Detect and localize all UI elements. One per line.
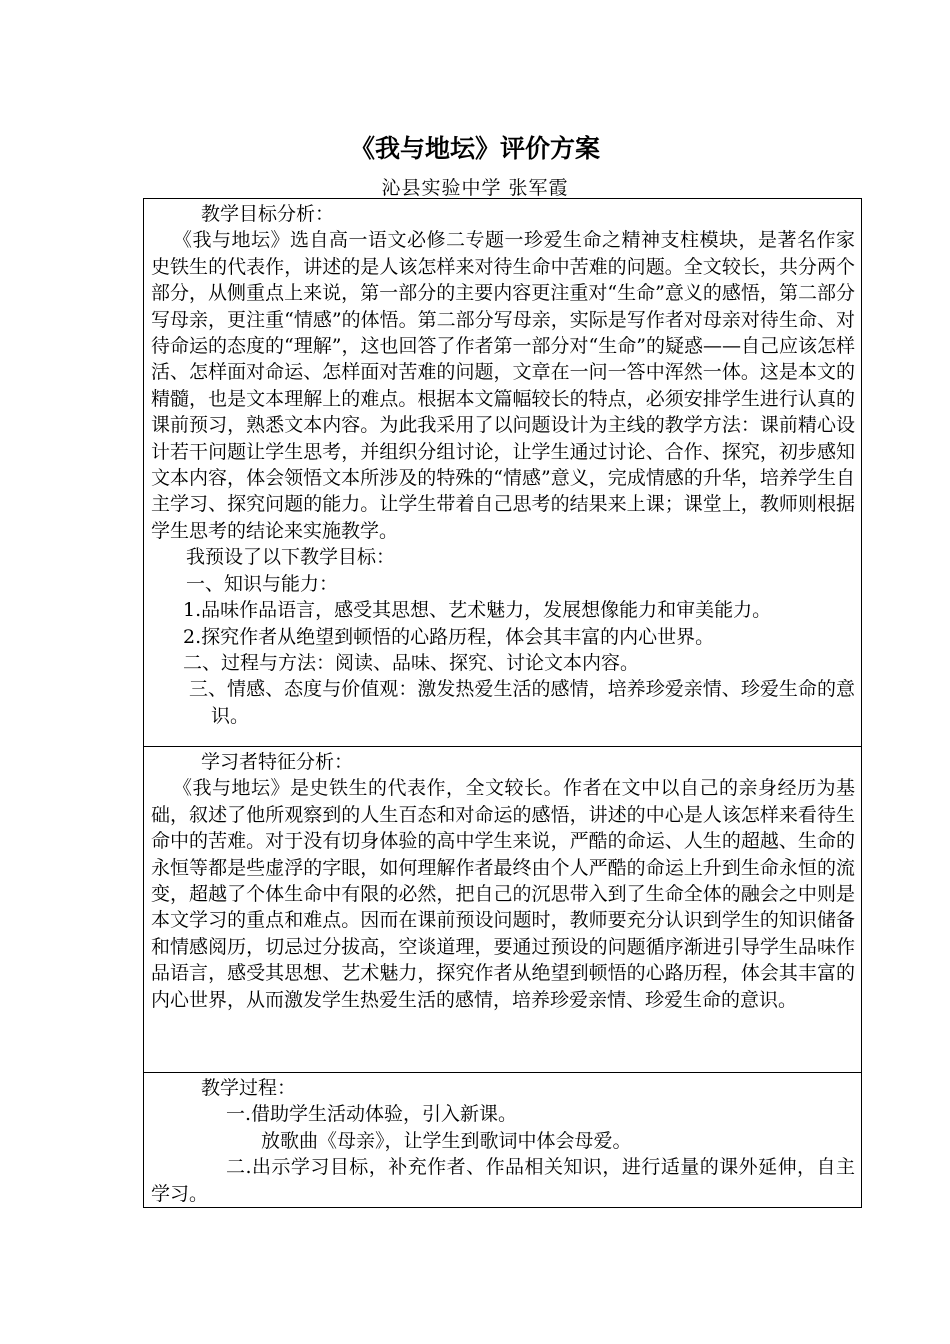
goal-emotion: 三、情感、态度与价值观：激发热爱生活的感情，培养珍爱亲情、珍爱生命的意识。 [189, 678, 855, 727]
teaching-process-heading: 教学过程： [201, 1077, 297, 1099]
goal-knowledge-item-2: 2.探究作者从绝望到顿悟的心路历程，体会其丰富的内心世界。 [183, 625, 715, 648]
document-title: 《我与地坛》评价方案 [349, 134, 600, 163]
goals-intro: 我预设了以下教学目标： [186, 546, 396, 569]
process-step-1-detail: 放歌曲《母亲》，让学生到歌词中体会母爱。 [261, 1129, 632, 1152]
teaching-goals-cell [144, 199, 862, 747]
teaching-goals-row [144, 199, 862, 747]
teaching-goals-body: 《我与地坛》选自高一语文必修二专题一珍爱生命之精神支柱模块，是著名作家史铁生的代表作，讲述的是人该怎样来对待生命中苦难的问题。全文较长，共分两个部分，从侧重点上来说，第一部分的主要内容更注重对“生命”意义的感悟，第二部分写母亲，更注重“情感”的体悟。第二部分写母亲，实际是写作者对母亲对待生命、对待命运的态度的“理解”，这也回答了作者第一部分对“生命”的疑惑——自己应该怎样活、怎样面对命运、怎样面对苦难的问题，文章在一问一答中浑然一体。这是本文的精髓，也是文本理解上的难点。根据本文篇幅较长的特点，必须安排学生进行认真的课前预习，熟悉文本内容。为此我采用了以问题设计为主线的教学方法：课前精心设计若干问题让学生思考，并组织分组讨论，让学生通过讨论、合作、探究，初步感知文本内容，体会领悟文本所涉及的特殊的“情感”意义，完成情感的升华，培养学生自主学习、探究问题的能力。让学生带着自己思考的结果来上课；课堂上，教师则根据学生思考的结论来实施教学。 [151, 229, 855, 542]
goal-knowledge-heading: 一、知识与能力： [186, 572, 339, 595]
teaching-process-row [144, 1073, 862, 1208]
learner-analysis-heading: 学习者特征分析： [201, 751, 354, 773]
teaching-process-cell [144, 1073, 862, 1208]
goal-process: 二、过程与方法：阅读、品味、探究、讨论文本内容。 [183, 651, 640, 674]
learner-analysis-cell [144, 747, 862, 1073]
learner-analysis-body: 《我与地坛》是史铁生的代表作，全文较长。作者在文中以自己的亲身经历为基础，叙述了他所观察到的人生百态和对命运的感悟，讲述的中心是人该怎样来看待生命中的苦难。对于没有切身体验的高中学生来说，严酷的命运、人生的超越、生命的永恒等都是些虚浮的字眼，如何理解作者最终由个人严酷的命运上升到生命永恒的流变，超越了个体生命中有限的必然，把自己的沉思带入到了生命全体的融会之中则是本文学习的重点和难点。因而在课前预设问题时，教师要充分认识到学生的知识储备和情感阅历，切忌过分拔高，空谈道理，要通过预设的问题循序渐进引导学生品味作品语言，感受其思想、艺术魅力，探究作者从绝望到顿悟的心路历程，体会其丰富的内心世界，从而激发学生热爱生活的感情，培养珍爱亲情、珍爱生命的意识。 [151, 777, 855, 1011]
learner-analysis-row [144, 747, 862, 1073]
process-step-1: 一.借助学生活动体验，引入新课。 [226, 1103, 518, 1126]
author-line: 沁县实验中学 张军霞 [381, 177, 569, 199]
process-step-2: 二.出示学习目标，补充作者、作品相关知识，进行适量的课外延伸，自主学习。 [151, 1156, 855, 1205]
teaching-goals-heading: 教学目标分析： [201, 203, 335, 225]
goal-knowledge-item-1: 1.品味作品语言，感受其思想、艺术魅力，发展想像能力和审美能力。 [183, 599, 772, 622]
plan-table [143, 198, 862, 1208]
